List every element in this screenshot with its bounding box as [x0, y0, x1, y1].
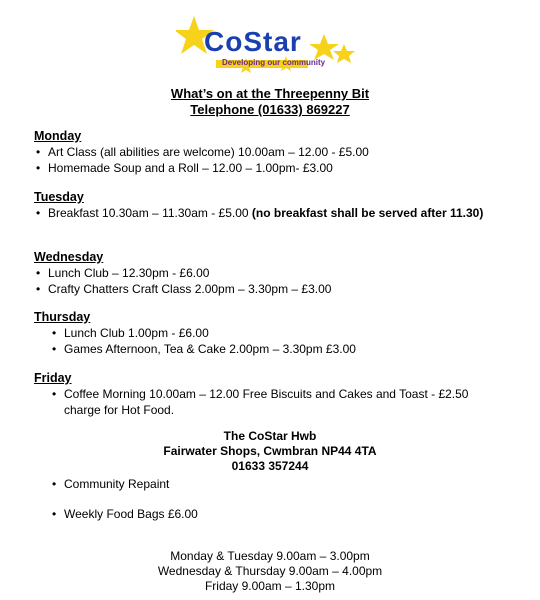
- friday-section: [34, 370, 504, 418]
- list-item: • Games Afternoon, Tea & Cake 2.00pm – 3.30pm £3.00: [50, 341, 356, 357]
- friday-list: [34, 386, 504, 418]
- monday-list: [34, 144, 369, 176]
- day-heading-monday: Monday: [34, 129, 82, 143]
- thursday-list: [34, 325, 356, 357]
- hwb-services-list: [50, 476, 169, 492]
- day-heading-thursday: Thursday: [34, 310, 91, 324]
- hours-line: Wednesday & Thursday 9.00am – 4.00pm: [157, 564, 383, 578]
- hwb-address: Fairwater Shops, Cwmbran NP44 4TA: [163, 444, 377, 458]
- title-heading: What’s on at the Threepenny Bit: [170, 86, 370, 101]
- wednesday-section: [34, 249, 331, 297]
- tuesday-list: [34, 205, 504, 221]
- tuesday-section: [34, 189, 504, 221]
- list-item: [34, 205, 504, 221]
- list-item: • Lunch Club 1.00pm - £6.00: [50, 325, 356, 341]
- telephone-heading: Telephone (01633) 869227: [190, 102, 350, 117]
- wednesday-list: [34, 265, 331, 297]
- hwb-address-block: [0, 429, 540, 474]
- list-item: • Coffee Morning 10.00am – 12.00 Free Biscuits and Cakes and Toast - £2.50 charge for Hot Food.: [50, 386, 504, 418]
- day-heading-friday: Friday: [34, 371, 72, 385]
- item-note: (no breakfast shall be served after 11.30): [251, 206, 484, 220]
- thursday-section: [34, 309, 356, 357]
- hwb-name: The CoStar Hwb: [223, 429, 317, 443]
- list-item: • Community Repaint: [50, 476, 169, 492]
- day-heading-wednesday: Wednesday: [34, 250, 104, 264]
- list-item: • Weekly Food Bags £6.00: [50, 506, 198, 522]
- hwb-services-list-2: [50, 506, 198, 522]
- page-title: [0, 86, 540, 118]
- hwb-phone: 01633 357244: [231, 459, 309, 473]
- item-text: Breakfast 10.30am – 11.30am - £5.00: [48, 206, 252, 220]
- costar-logo: [176, 14, 376, 76]
- list-item: • Lunch Club – 12.30pm - £6.00: [34, 265, 331, 281]
- logo-tagline: Developing our community: [222, 58, 326, 67]
- list-item: • Art Class (all abilities are welcome) 10.00am – 12.00 - £5.00: [34, 144, 369, 160]
- day-heading-tuesday: Tuesday: [34, 190, 84, 204]
- list-item: • Crafty Chatters Craft Class 2.00pm – 3.30pm – £3.00: [34, 281, 331, 297]
- monday-section: [34, 128, 369, 176]
- logo-wordmark: CoStar: [204, 26, 302, 57]
- hours-line: Monday & Tuesday 9.00am – 3.00pm: [170, 549, 370, 563]
- opening-hours: [0, 549, 540, 594]
- list-item: • Homemade Soup and a Roll – 12.00 – 1.00pm- £3.00: [34, 160, 369, 176]
- hours-line: Friday 9.00am – 1.30pm: [204, 579, 336, 593]
